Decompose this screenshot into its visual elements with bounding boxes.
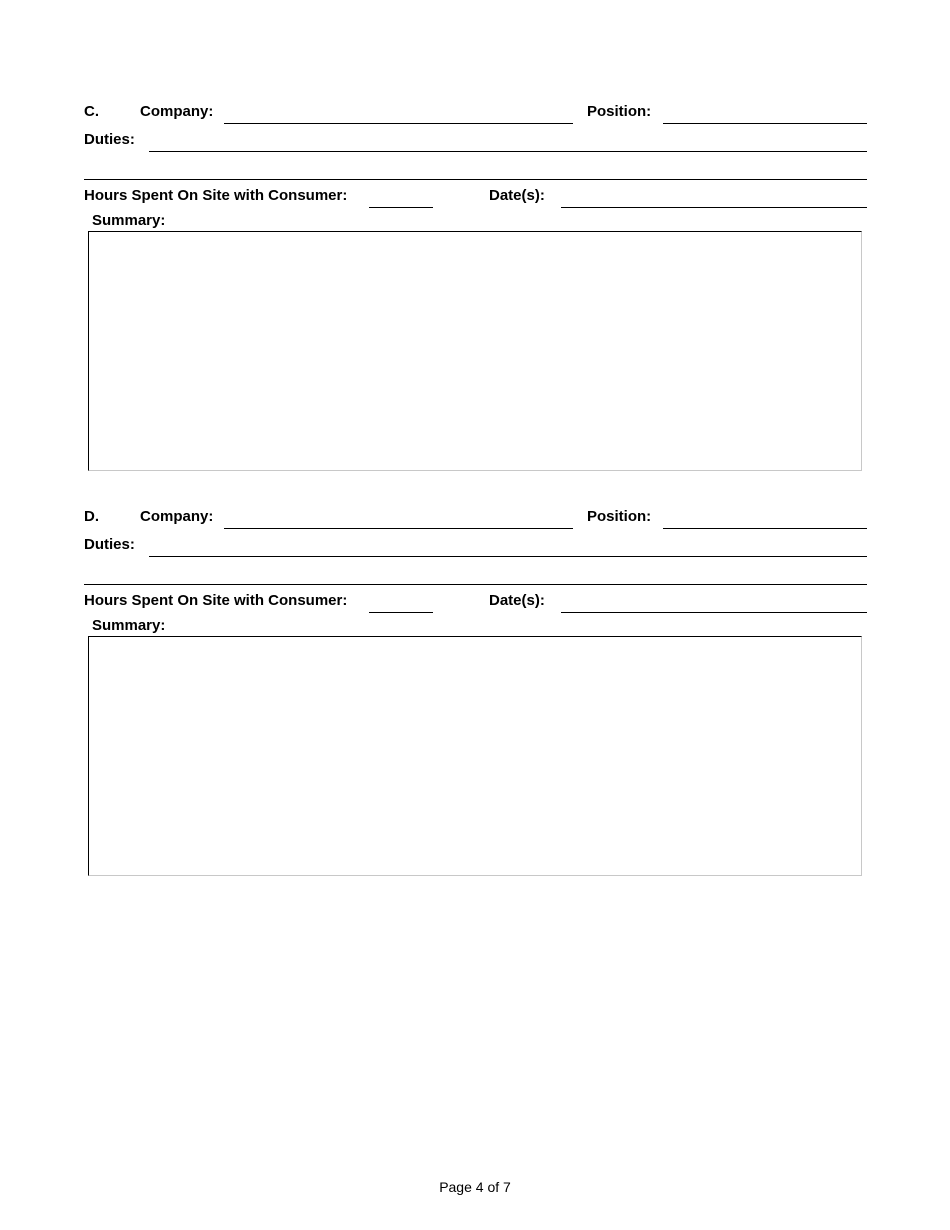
hours-label: Hours Spent On Site with Consumer: [84, 592, 348, 609]
dates-field[interactable] [561, 595, 867, 613]
section-letter: D. [84, 508, 99, 525]
position-label: Position: [587, 508, 652, 525]
section-letter: C. [84, 103, 99, 120]
duties-continuation-line [84, 584, 867, 585]
company-field[interactable] [224, 106, 573, 124]
company-label: Company: [140, 103, 214, 120]
hours-label: Hours Spent On Site with Consumer: [84, 187, 348, 204]
summary-label: Summary: [92, 212, 166, 229]
summary-label: Summary: [92, 617, 166, 634]
position-field[interactable] [663, 106, 867, 124]
dates-label: Date(s): [489, 187, 545, 204]
dates-label: Date(s): [489, 592, 545, 609]
hours-field[interactable] [369, 595, 433, 613]
position-label: Position: [587, 103, 652, 120]
company-field[interactable] [224, 511, 573, 529]
page-number: Page 4 of 7 [439, 1179, 511, 1195]
hours-field[interactable] [369, 190, 433, 208]
summary-textarea[interactable] [88, 231, 862, 471]
dates-field[interactable] [561, 190, 867, 208]
duties-field[interactable] [149, 539, 867, 557]
duties-field[interactable] [149, 134, 867, 152]
company-label: Company: [140, 508, 214, 525]
duties-label: Duties: [84, 131, 135, 148]
duties-label: Duties: [84, 536, 135, 553]
duties-continuation-line [84, 179, 867, 180]
summary-textarea[interactable] [88, 636, 862, 876]
position-field[interactable] [663, 511, 867, 529]
